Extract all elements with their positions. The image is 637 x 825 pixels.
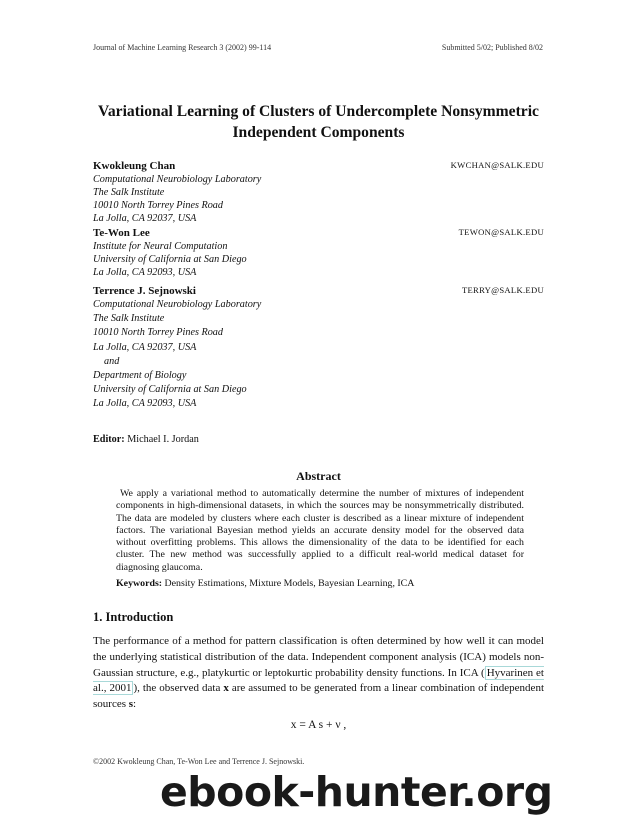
affiliation-line: University of California at San Diego	[93, 254, 247, 265]
affiliation-line: La Jolla, CA 92037, USA	[93, 341, 197, 353]
intro-text: are assumed to be generated from a linear combination of independent sources	[93, 682, 544, 711]
citation-author: Hyvarinen et al.	[93, 666, 544, 695]
author-block-lee	[93, 227, 544, 279]
editor-name: Michael I. Jordan	[127, 434, 199, 445]
variable-x: x	[223, 682, 229, 695]
author-block-chan	[93, 160, 544, 225]
equation: x = A s + ν ,	[290, 719, 347, 731]
section-heading: 1. Introduction	[93, 610, 174, 624]
keywords-text: Density Estimations, Mixture Models, Bayesian Learning, ICA	[164, 578, 415, 589]
citation-separator: ,	[103, 682, 110, 695]
affiliation-line: 10010 North Torrey Pines Road	[93, 200, 223, 211]
author-email: TERRY@SALK.EDU	[461, 285, 544, 295]
intro-text: ), the observed data	[133, 682, 224, 695]
abstract-text: We apply a variational method to automatically determine the number of mixtures of independent components in high-dimensional datasets, in which the sources may be nonsymmetrically distributed. The data are modeled by clusters where each cluster is described as a linear mixture of independent factors. The variational Bayesian method yields an accurate density model for the observed data without overfitting problems. This allows the dimensionality of the data to be identified for each cluster. The new method was successfully applied to a difficult real-world medical dataset for diagnosing glaucoma.	[116, 488, 524, 573]
affiliation-line: La Jolla, CA 92037, USA	[93, 213, 197, 224]
intro-paragraph: The performance of a method for pattern classification is often determined by how well it can model the underlying statistical distribution of the data. Independent component analysis (ICA) models non-Gaussian structure, e.g., platykurtic or leptokurtic probability density functions. In ICA ( Hyvarinen et al., 2001 ), the observed data x are assumed to be generated from a linear combination of independent sources s:	[93, 635, 544, 711]
author-name: Terrence J. Sejnowski	[93, 285, 196, 297]
affiliation-line: The Salk Institute	[93, 313, 165, 325]
paper-title	[60, 101, 577, 143]
author-email: TEWON@SALK.EDU	[458, 227, 544, 237]
editor-line	[93, 434, 199, 445]
variable-s: s	[128, 698, 134, 711]
affiliation-and: and	[104, 355, 120, 367]
keywords-label: Keywords:	[116, 578, 163, 589]
affiliation-line: Institute for Neural Computation	[93, 241, 228, 252]
affiliation-line: Computational Neurobiology Laboratory	[93, 174, 262, 185]
citation-year: 2001	[109, 682, 132, 695]
affiliation-line: Department of Biology	[93, 370, 187, 382]
intro-text: The performance of a method for pattern classification is often determined by how well it can model the underlying statistical distribution of the data. Independent component analysis (ICA) models non-Gaussian structure, e.g., platykurtic or leptokurtic probability density functions. In ICA	[93, 635, 544, 679]
affiliation-line: La Jolla, CA 92093, USA	[93, 267, 197, 278]
author-name: Kwokleung Chan	[93, 160, 176, 172]
affiliation-line: 10010 North Torrey Pines Road	[93, 327, 223, 339]
author-block-sejnowski	[93, 285, 544, 412]
title-line-1: Variational Learning of Clusters of Undercomplete Nonsymmetric	[98, 103, 539, 120]
abstract-heading: Abstract	[296, 469, 341, 483]
affiliation-line: La Jolla, CA 92093, USA	[93, 398, 197, 410]
editor-label: Editor:	[93, 434, 125, 445]
intro-text: :	[133, 698, 137, 711]
watermark-logo: ebook-hunter.org	[160, 768, 553, 816]
author-name: Te-Won Lee	[93, 227, 150, 239]
affiliation-line: The Salk Institute	[93, 187, 165, 198]
title-line-2: Independent Components	[232, 124, 405, 141]
copyright-notice: ©2002 Kwokleung Chan, Te-Won Lee and Terrence J. Sejnowski.	[93, 757, 305, 766]
affiliation-line: Computational Neurobiology Laboratory	[93, 299, 262, 310]
affiliation-line: University of California at San Diego	[93, 384, 247, 396]
author-email: KWCHAN@SALK.EDU	[450, 160, 544, 170]
journal-header: Journal of Machine Learning Research 3 (2002) 99-114	[93, 43, 272, 52]
submission-dates: Submitted 5/02; Published 8/02	[441, 43, 543, 52]
keywords-line	[116, 578, 536, 589]
